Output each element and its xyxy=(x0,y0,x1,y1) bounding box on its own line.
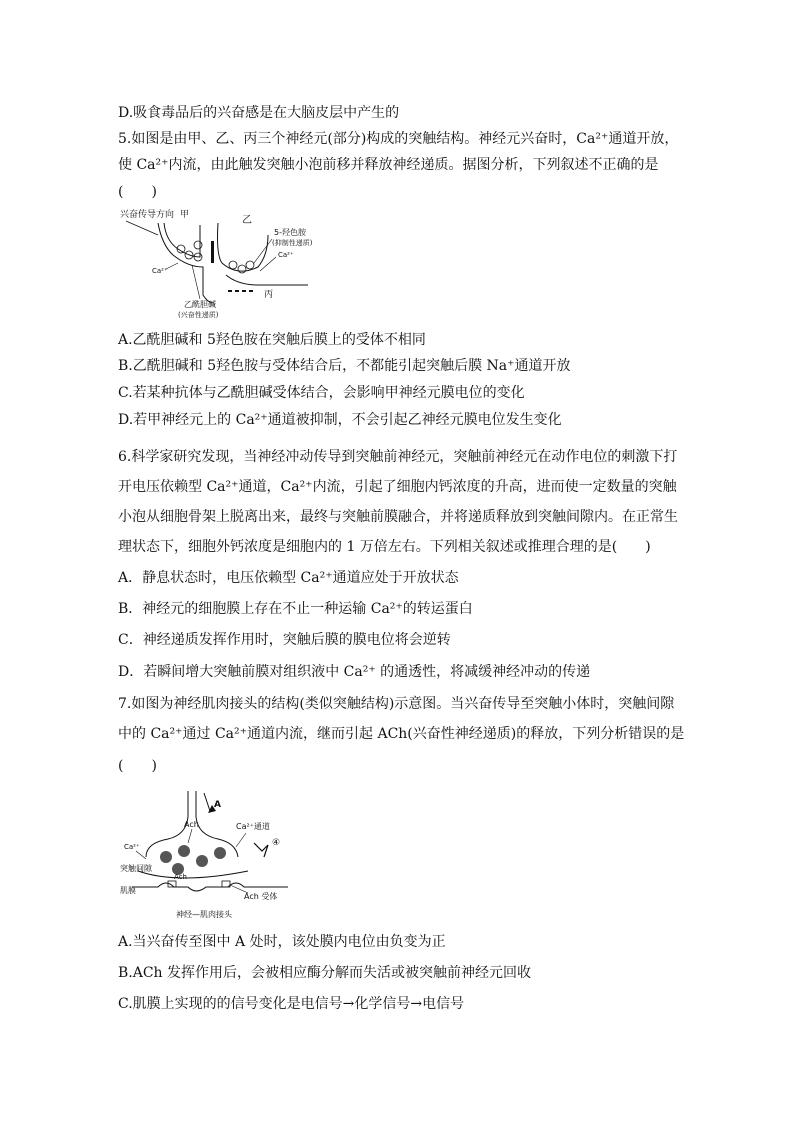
q5-stem-line1: 5.如图是由甲、乙、丙三个神经元(部分)构成的突触结构。神经元兴奋时，Ca²⁺通道开放， xyxy=(118,131,679,147)
q7-stem-line2: 中的 Ca²⁺通过 Ca²⁺通道内流，继而引起 ACh(兴奋性神经递质)的释放，下列分析错误的是 xyxy=(118,726,685,742)
q6-option-b: B．神经元的细胞膜上存在不止一种运输 Ca²⁺的转运蛋白 xyxy=(118,601,473,617)
q6-stem-line4: 理状态下，细胞外钙浓度是细胞内的 1 万倍左右。下列相关叙述或推理合理的是( ) xyxy=(118,539,651,555)
q5-option-a: A.乙酰胆碱和 5羟色胺在突触后膜上的受体不相同 xyxy=(118,332,426,348)
fig2-ca-label: Ca²⁺ xyxy=(124,843,140,851)
fig2-circled-number: ④ xyxy=(272,838,281,848)
q4-option-d: D.吸食毒品后的兴奋感是在大脑皮层中产生的 xyxy=(118,105,400,121)
fig1-serotonin-label: 5-羟色胺 xyxy=(274,228,306,237)
q5-answer-blank: ( ) xyxy=(118,184,157,200)
q5-option-b: B.乙酰胆碱和 5羟色胺与受体结合后，不都能引起突触后膜 Na⁺通道开放 xyxy=(118,358,571,374)
q6-option-c: C．神经递质发挥作用时，突触后膜的膜电位将会逆转 xyxy=(118,632,451,648)
fig2-ach-cleft-label: Ach xyxy=(174,873,187,881)
fig1-ach-label: 乙酰胆碱 xyxy=(184,300,216,309)
figure-neuromuscular-junction xyxy=(118,787,318,925)
q5-option-d: D.若甲神经元上的 Ca²⁺通道被抑制，不会引起乙神经元膜电位发生变化 xyxy=(118,412,562,428)
q5-stem-line2: 使 Ca²⁺内流，由此触发突触小泡前移并释放神经递质。据图分析，下列叙述不正确的是 xyxy=(118,157,659,173)
fig1-yi-label: 乙 xyxy=(242,215,252,226)
fig2-muscle-label: 肌膜 xyxy=(120,886,136,895)
fig1-ca-left-label: Ca²⁺ xyxy=(152,267,168,275)
q6-stem-line1: 6.科学家研究发现，当神经冲动传导到突触前神经元，突触前神经元在动作电位的刺激下打 xyxy=(118,449,678,465)
fig2-ach-label: Ach xyxy=(184,820,199,829)
fig1-bing-label: 丙 xyxy=(264,290,274,300)
fig1-direction-label: 兴奋传导方向 xyxy=(120,210,175,220)
q7-option-b: B.ACh 发挥作用后，会被相应酶分解而失活或被突触前神经元回收 xyxy=(118,965,532,981)
q7-option-a: A.当兴奋传至图中 A 处时，该处膜内电位由负变为正 xyxy=(118,934,446,950)
q6-option-a: A．静息状态时，电压依赖型 Ca²⁺通道应处于开放状态 xyxy=(118,570,459,586)
q7-option-c: C.肌膜上实现的的信号变化是电信号→化学信号→电信号 xyxy=(118,996,465,1012)
q7-answer-blank: ( ) xyxy=(118,758,157,774)
fig1-serotonin-note: (抑制性递质) xyxy=(272,239,313,247)
fig2-caption: 神经—肌肉接头 xyxy=(176,910,232,919)
fig1-jia-label: 甲 xyxy=(180,210,190,220)
q5-option-c: C.若某种抗体与乙酰胆碱受体结合，会影响甲神经元膜电位的变化 xyxy=(118,385,525,401)
q7-stem-line1: 7.如图为神经肌肉接头的结构(类似突触结构)示意图。当兴奋传导至突触小体时，突触间隙 xyxy=(118,696,675,712)
fig2-receptor-label: Ach 受体 xyxy=(244,892,278,901)
fig2-a-label: A xyxy=(214,800,221,810)
q6-option-d: D．若瞬间增大突触前膜对组织液中 Ca²⁺ 的通透性，将减缓神经冲动的传递 xyxy=(118,664,591,680)
fig2-ca-channel-label: Ca²⁺通道 xyxy=(236,822,270,831)
fig1-ach-note: (兴奋性递质) xyxy=(178,311,219,319)
fig1-ca-right-label: Ca²⁺ xyxy=(278,251,294,259)
fig2-cleft-label: 突触间隙 xyxy=(120,864,152,873)
q6-stem-line2: 开电压依赖型 Ca²⁺通道，Ca²⁺内流，引起了细胞内钙浓度的升高，进而使一定数量的突触 xyxy=(118,479,677,495)
q6-stem-line3: 小泡从细胞骨架上脱离出来，最终与突触前膜融合，并将递质释放到突触间隙内。在正常生 xyxy=(118,509,678,525)
figure-synapse-jia-yi-bing xyxy=(118,205,338,320)
